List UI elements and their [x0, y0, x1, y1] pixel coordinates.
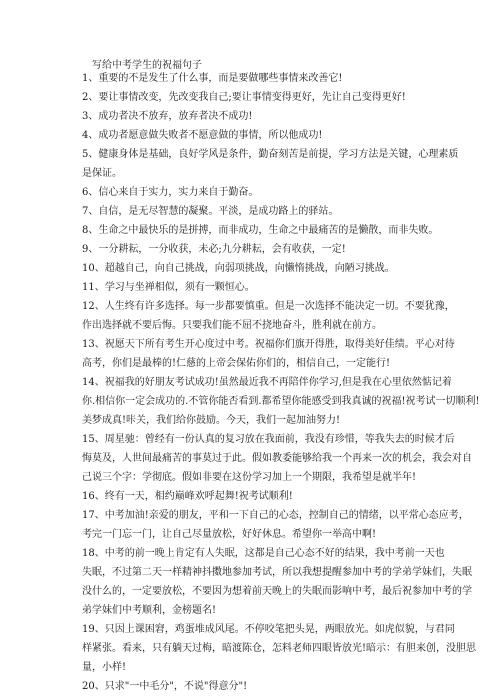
paragraph-line: 4、成功者愿意做失败者不愿意做的事情，所以他成功!: [82, 130, 323, 141]
paragraph-8: [82, 221, 439, 240]
paragraph-16: [82, 487, 432, 506]
paragraph-line: 5、健康身体是基础，良好学风是条件，勤奋刻苦是前提，学习方法是关键，心理素质: [82, 149, 459, 160]
paragraph-9: [82, 240, 432, 259]
paragraph-line: 高考，你们是最棒的!仁慈的上帝会保佑你们的，相信自己，一定能行!: [82, 358, 391, 369]
paragraph-7: [82, 202, 432, 221]
paragraph-line: 悔莫及，人世间最痛苦的事莫过于此。假如教委能够给我一个再来一次的机会，我会对自: [82, 453, 472, 464]
paragraph-line: 9、一分耕耘，一分收获，未必;九分耕耘，会有收获，一定!: [82, 244, 346, 255]
paragraph-line: 1、重要的不是发生了什么事，而是要做哪些事情来改善它!: [82, 73, 343, 84]
paragraph-line: 8、生命之中最快乐的是拼搏，而非成功，生命之中最痛苦的是懒散，而非失败。: [82, 225, 439, 236]
paragraph-5: [82, 145, 459, 183]
paragraph-line: 20、只求"一中毛分"，不说"得意分"!: [82, 681, 248, 692]
paragraph-17: [82, 506, 469, 544]
paragraph-line: 15、周星驰：曾经有一份认真的复习放在我面前，我没有珍惜，等我失去的时候才后: [82, 434, 455, 445]
paragraph-line: 6、信心来自于实力，实力来自于勤奋。: [82, 187, 259, 198]
paragraph-3: [82, 107, 432, 126]
paragraph-11: [82, 278, 432, 297]
paragraph-line: 2、要让事情改变，先改变我自己;要让事情变得更好，先让自己变得更好!: [82, 92, 406, 103]
paragraph-line: 弟学妹们中考顺利，金榜题名!: [82, 605, 217, 616]
paragraph-line: 失眠，不过第二天一样精神抖擞地参加考试，所以我想提醒参加中考的学弟学妹们，失眠: [82, 567, 472, 578]
paragraph-line: 7、自信，是无尽智慧的凝聚。平淡，是成功路上的驿站。: [82, 206, 339, 217]
paragraph-line: 14、祝福我的好朋友考试成功!虽然最近我不再陪伴你学习,但是我在心里依然惦记着: [82, 377, 452, 388]
paragraph-19: [82, 620, 477, 677]
paragraph-18: [82, 544, 472, 620]
paragraph-6: [82, 183, 432, 202]
paragraph-line: 10、超越自己，向自己挑战，向弱项挑战，向懒惰挑战，向陋习挑战。: [82, 263, 395, 274]
paragraph-14: [82, 373, 480, 430]
paragraph-20: [82, 677, 432, 696]
paragraph-line: 作出选择就不要后悔。只要我们能不屈不挠地奋斗，胜利就在前方。: [82, 320, 382, 331]
paragraph-line: 16、终有一天，相约巅峰欢呼起舞!祝考试顺利!: [82, 491, 293, 502]
paragraph-12: [82, 297, 455, 335]
document-title: 写给中考学生的祝福句子: [92, 60, 202, 71]
paragraph-line: 量，小样!: [82, 662, 127, 673]
paragraph-line: 美梦成真!咔关，我们给你鼓励。今天，我们一起加油努力!: [82, 415, 341, 426]
paragraph-line: 3、成功者决不放弃，放弃者决不成功!: [82, 111, 253, 122]
paragraph-line: 是保证。: [82, 168, 122, 179]
paragraph-13: [82, 335, 455, 373]
paragraph-line: 12、人生终有许多选择。每一步都要慎重。但是一次选择不能决定一切。不要犹豫，: [82, 301, 455, 312]
paragraph-10: [82, 259, 432, 278]
paragraph-line: 样紧张。看来，只有躺天过梅，暗渡陈仓，怎料老师四眼皆放光!暗示：有胆来创，没胆思: [82, 643, 477, 654]
paragraph-line: 19、只因上课困窘，鸡蛋堆成风尾。不停咬笔把头晃，两眼放光。如虎似貌，与君同: [82, 624, 455, 635]
paragraph-2: [82, 88, 432, 107]
paragraph-line: 11、学习与坐禅相似，须有一颗恒心。: [82, 282, 255, 293]
paragraph-1: [82, 69, 432, 88]
paragraph-line: 13、祝愿天下所有考生开心度过中考。祝福你们旗开得胜，取得美好佳绩。平心对待: [82, 339, 455, 350]
paragraph-line: 己说三个字：学彻底。假如非要在这份学习加上一个期限，我希望是就半年!: [82, 472, 417, 483]
paragraph-line: 17、中考加油!亲爱的朋友，平和一下自己的心态，控制自己的情绪，以平常心态应考，: [82, 510, 469, 521]
paragraph-line: 考完一门忘一门，让自己尽量放松，好好休息。希望你一举高中啊!: [82, 529, 377, 540]
paragraph-line: 你.相信你一定会成功的.不管你能否看到.都希望你能感受到我真诚的祝福!祝考试一切顺利!: [82, 396, 480, 407]
paragraph-line: 没什么的，一定要放松，不要因为想着前天晚上的失眠而影响中考，最后祝参加中考的学: [82, 586, 472, 597]
paragraph-line: 18、中考的前一晚上肯定有人失眠，这都是自己心态不好的结果，我中考前一天也: [82, 548, 445, 559]
paragraph-15: [82, 430, 472, 487]
paragraph-4: [82, 126, 432, 145]
